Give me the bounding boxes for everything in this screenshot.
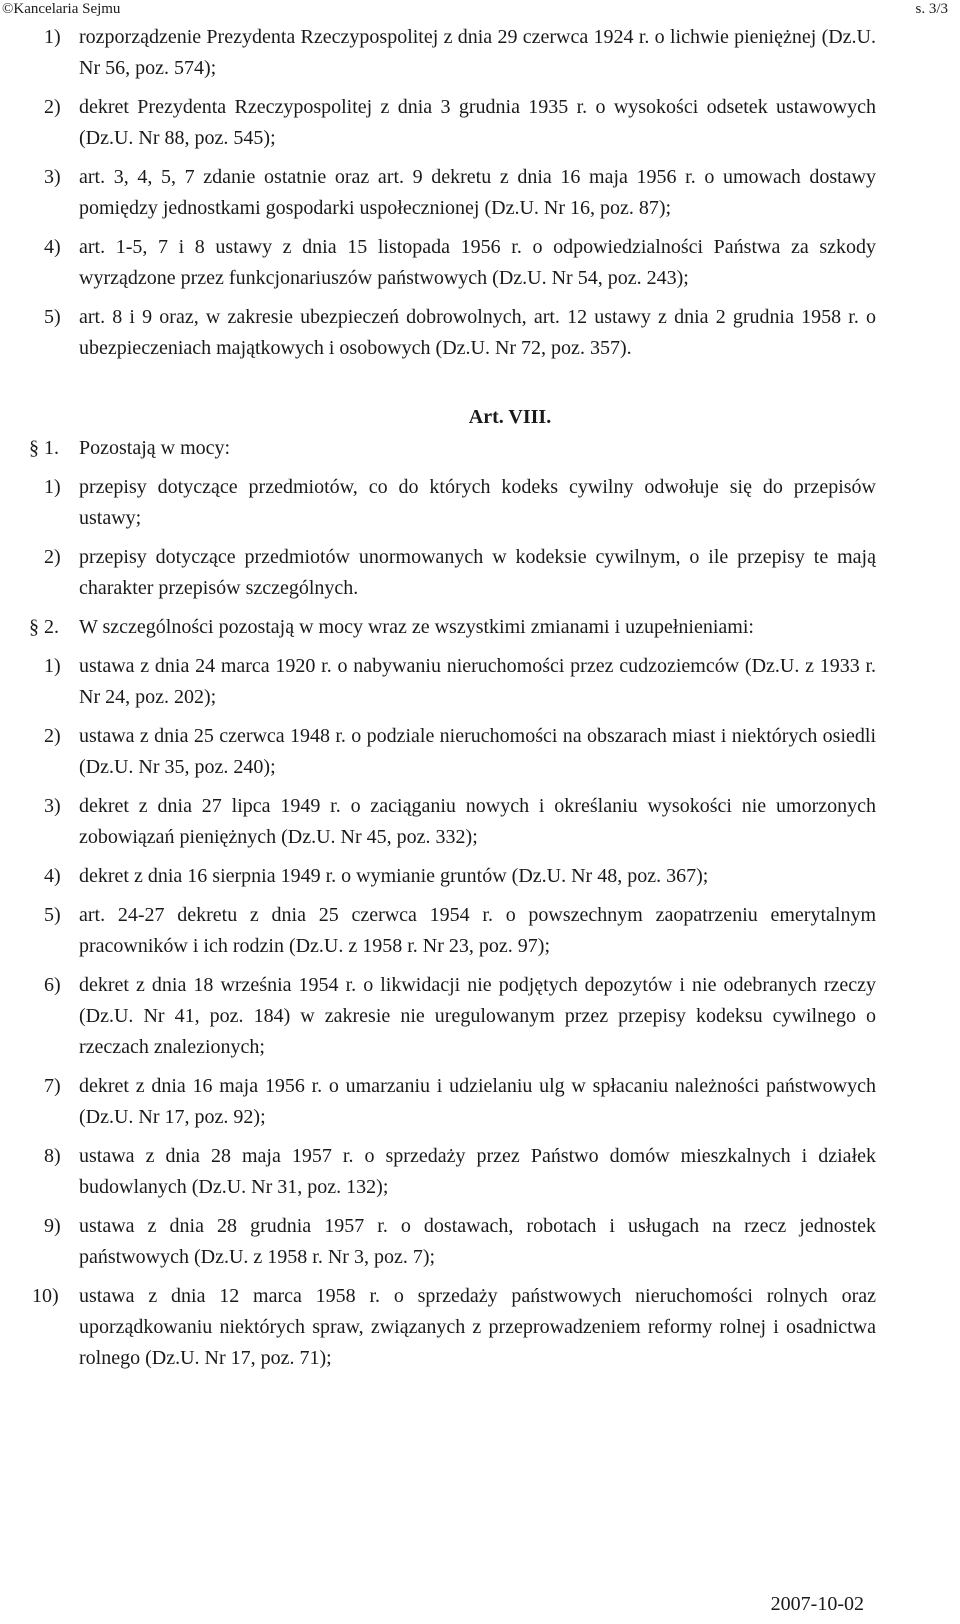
item-text: ustawa z dnia 28 grudnia 1957 r. o dostawach, robotach i usługach na rzecz jednostek państwowych (Dz.U. z 1958 r. Nr 3, poz. 7); bbox=[79, 1215, 876, 1268]
item-text: przepisy dotyczące przedmiotów, co do których kodeks cywilny odwołuje się do przepisów ustawy; bbox=[79, 476, 876, 529]
section-text: Pozostają w mocy: bbox=[79, 437, 231, 459]
item-text: art. 3, 4, 5, 7 zdanie ostatnie oraz art. 9 dekretu z dnia 16 maja 1956 r. o umowach dostawy pomiędzy jednostkami gospodarki uspołecznionej (Dz.U. Nr 16, poz. 87); bbox=[79, 166, 876, 219]
item-number: 4) bbox=[44, 236, 61, 258]
list-item bbox=[0, 472, 960, 534]
article-title: Art. VIII. bbox=[468, 406, 552, 428]
item-number: 10) bbox=[32, 1285, 59, 1307]
item-text: ustawa z dnia 24 marca 1920 r. o nabywaniu nieruchomości przez cudzoziemców (Dz.U. z 1933 r. Nr 24, poz. 202); bbox=[79, 655, 876, 708]
list-item bbox=[0, 92, 960, 154]
list-item bbox=[0, 162, 960, 224]
item-number: 5) bbox=[44, 904, 61, 926]
item-number: 6) bbox=[44, 974, 61, 996]
item-number: 2) bbox=[44, 725, 61, 747]
page-number: s. 3/3 bbox=[915, 1, 948, 17]
item-text: ustawa z dnia 28 maja 1957 r. o sprzedaży przez Państwo domów mieszkalnych i działek budowlanych (Dz.U. Nr 31, poz. 132); bbox=[79, 1145, 876, 1198]
item-number: 3) bbox=[44, 795, 61, 817]
document-body bbox=[0, 22, 960, 1374]
list-item bbox=[0, 1071, 960, 1133]
list-item bbox=[0, 900, 960, 962]
section-text: W szczególności pozostają w mocy wraz ze wszystkimi zmianami i uzupełnieniami: bbox=[79, 616, 754, 638]
list-item bbox=[0, 791, 960, 853]
list-item bbox=[0, 22, 960, 84]
list-item bbox=[0, 721, 960, 783]
list-item bbox=[0, 1141, 960, 1203]
item-number: 1) bbox=[44, 655, 61, 677]
item-text: ustawa z dnia 12 marca 1958 r. o sprzedaży państwowych nieruchomości rolnych oraz uporządkowaniu niektórych spraw, związanych z przeprowadzeniem reformy rolnej i osadnictwa rolnego (Dz.U. Nr 17, poz. 71); bbox=[79, 1285, 876, 1369]
item-number: 2) bbox=[44, 96, 61, 118]
list-item bbox=[0, 232, 960, 294]
item-text: przepisy dotyczące przedmiotów unormowanych w kodeksie cywilnym, o ile przepisy te mają charakter przepisów szczególnych. bbox=[79, 546, 876, 599]
item-number: 1) bbox=[44, 476, 61, 498]
list-item bbox=[0, 302, 960, 364]
section-number: § 1. bbox=[29, 437, 59, 459]
document-date: 2007-10-02 bbox=[770, 1593, 864, 1615]
item-number: 5) bbox=[44, 306, 61, 328]
list-item bbox=[0, 1281, 960, 1374]
list-item bbox=[0, 651, 960, 713]
section-number: § 2. bbox=[29, 616, 59, 638]
item-text: dekret z dnia 16 maja 1956 r. o umarzaniu i udzielaniu ulg w spłacaniu należności państwowych (Dz.U. Nr 17, poz. 92); bbox=[79, 1075, 876, 1128]
item-number: 9) bbox=[44, 1215, 61, 1237]
item-text: art. 8 i 9 oraz, w zakresie ubezpieczeń dobrowolnych, art. 12 ustawy z dnia 2 grudnia 1958 r. o ubezpieczeniach majątkowych i osobowych (Dz.U. Nr 72, poz. 357). bbox=[79, 306, 876, 359]
item-number: 7) bbox=[44, 1075, 61, 1097]
item-text: art. 1-5, 7 i 8 ustawy z dnia 15 listopada 1956 r. o odpowiedzialności Państwa za szkody wyrządzone przez funkcjonariuszów państwowych (Dz.U. Nr 54, poz. 243); bbox=[79, 236, 876, 289]
item-number: 4) bbox=[44, 865, 61, 887]
item-number: 8) bbox=[44, 1145, 61, 1167]
page-header bbox=[0, 0, 960, 18]
list-item bbox=[0, 861, 960, 892]
item-number: 2) bbox=[44, 546, 61, 568]
section-paragraph bbox=[0, 433, 960, 464]
item-text: art. 24-27 dekretu z dnia 25 czerwca 1954 r. o powszechnym zaopatrzeniu emerytalnym pracowników i ich rodzin (Dz.U. z 1958 r. Nr 23, poz. 97); bbox=[79, 904, 876, 957]
item-number: 3) bbox=[44, 166, 61, 188]
item-text: dekret z dnia 18 września 1954 r. o likwidacji nie podjętych depozytów i nie odebranych rzeczy (Dz.U. Nr 41, poz. 184) w zakresie nie uregulowanym przez przepisy kodeksu cywilnego o rzeczach znalezionych; bbox=[79, 974, 876, 1058]
item-text: dekret z dnia 16 sierpnia 1949 r. o wymianie gruntów (Dz.U. Nr 48, poz. 367); bbox=[79, 865, 709, 887]
item-text: ustawa z dnia 25 czerwca 1948 r. o podziale nieruchomości na obszarach miast i niektórych osiedli (Dz.U. Nr 35, poz. 240); bbox=[79, 725, 876, 778]
section-paragraph bbox=[0, 612, 960, 643]
list-item bbox=[0, 1211, 960, 1273]
item-text: rozporządzenie Prezydenta Rzeczypospolitej z dnia 29 czerwca 1924 r. o lichwie pieniężnej (Dz.U. Nr 56, poz. 574); bbox=[79, 26, 876, 79]
copyright-label: ©Kancelaria Sejmu bbox=[2, 1, 121, 17]
list-item bbox=[0, 970, 960, 1063]
item-text: dekret Prezydenta Rzeczypospolitej z dnia 3 grudnia 1935 r. o wysokości odsetek ustawowych (Dz.U. Nr 88, poz. 545); bbox=[79, 96, 876, 149]
item-number: 1) bbox=[44, 26, 61, 48]
list-item bbox=[0, 542, 960, 604]
item-text: dekret z dnia 27 lipca 1949 r. o zaciąganiu nowych i określaniu wysokości nie umorzonych zobowiązań pieniężnych (Dz.U. Nr 45, poz. 332); bbox=[79, 795, 876, 848]
